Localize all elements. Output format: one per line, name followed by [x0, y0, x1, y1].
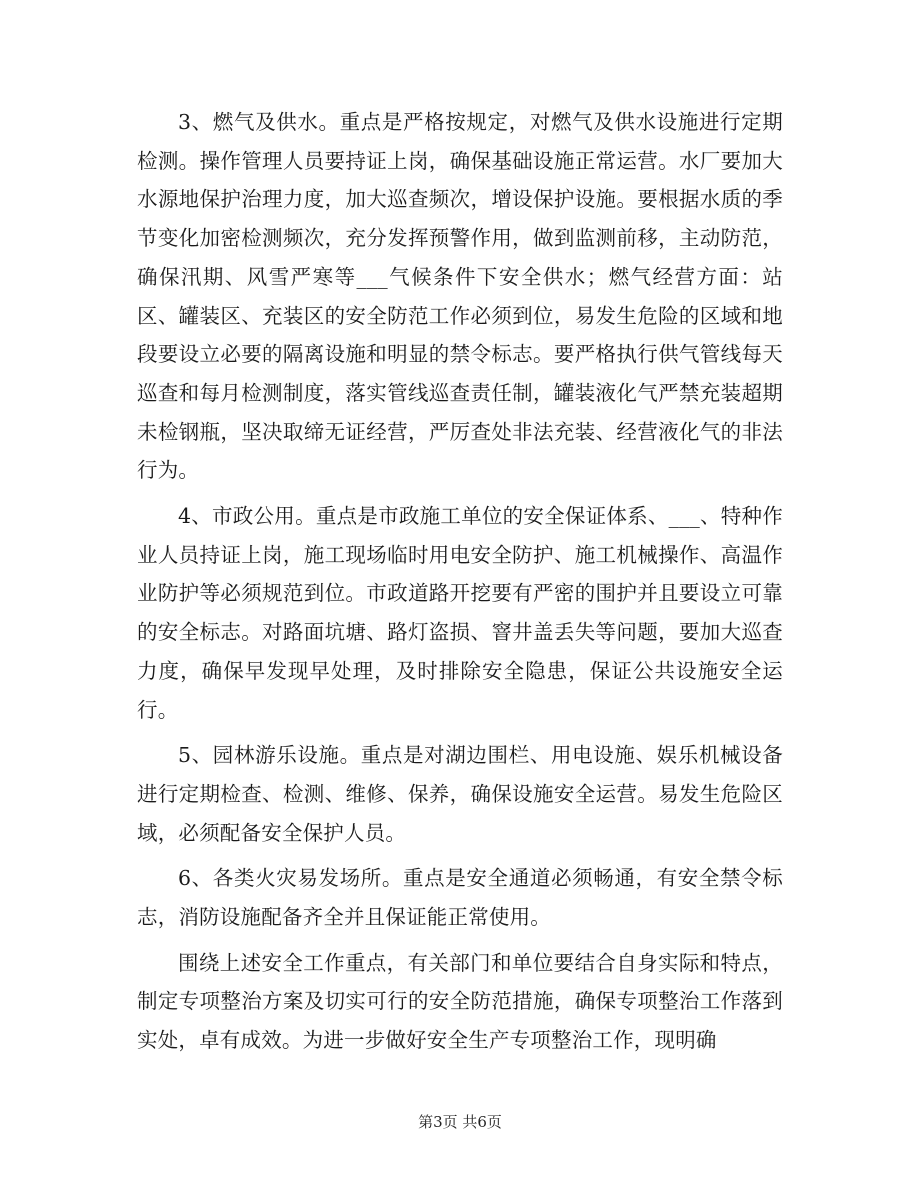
page-number-footer: 第3页 共6页 — [418, 1113, 502, 1131]
paragraph-gas-water: 3、燃气及供水。重点是严格按规定，对燃气及供水设施进行定期检测。操作管理人员要持证上岗，确保基础设施正常运营。水厂要加大水源地保护治理力度，加大巡查频次，增设保护设施。要根据水质的季节变化加密检测频次，充分发挥预警作用，做到监测前移，主动防范，确保汛期、风雪严寒等___气候条件下安全供水；燃气经营方面：站区、罐装区、充装区的安全防范工作必须到位，易发生危险的区域和地段要设立必要的隔离设施和明显的禁令标志。要严格执行供气管线每天巡查和每月检测制度，落实管线巡查责任制，罐装液化气严禁充装超期未检钢瓶，坚决取缔无证经营，严厉查处非法充装、经营液化气的非法行为。 — [137, 110, 783, 483]
paragraph-municipal: 4、市政公用。重点是市政施工单位的安全保证体系、___、特种作业人员持证上岗，施工现场临时用电安全防护、施工机械操作、高温作业防护等必须规范到位。市政道路开挖要有严密的围护并且要设立可靠的安全标志。对路面坑塘、路灯盗损、窨井盖丢失等问题，要加大巡查力度，确保早发现早处理，及时排除安全隐患，保证公共设施安全运行。 — [137, 504, 783, 722]
document-body — [137, 103, 783, 1067]
paragraph-fire-prone-sites: 6、各类火灾易发场所。重点是安全通道必须畅通，有安全禁令标志，消防设施配备齐全并且保证能正常使用。 — [137, 866, 783, 930]
paragraph-summary: 围绕上述安全工作重点，有关部门和单位要结合自身实际和特点，制定专项整治方案及切实可行的安全防范措施，确保专项整治工作落到实处，卓有成效。为进一步做好安全生产专项整治工作，现明确 — [137, 950, 783, 1053]
paragraph-garden-amusement: 5、园林游乐设施。重点是对湖边围栏、用电设施、娱乐机械设备进行定期检查、检测、维修、保养，确保设施安全运营。易发生危险区域，必须配备安全保护人员。 — [137, 743, 783, 845]
